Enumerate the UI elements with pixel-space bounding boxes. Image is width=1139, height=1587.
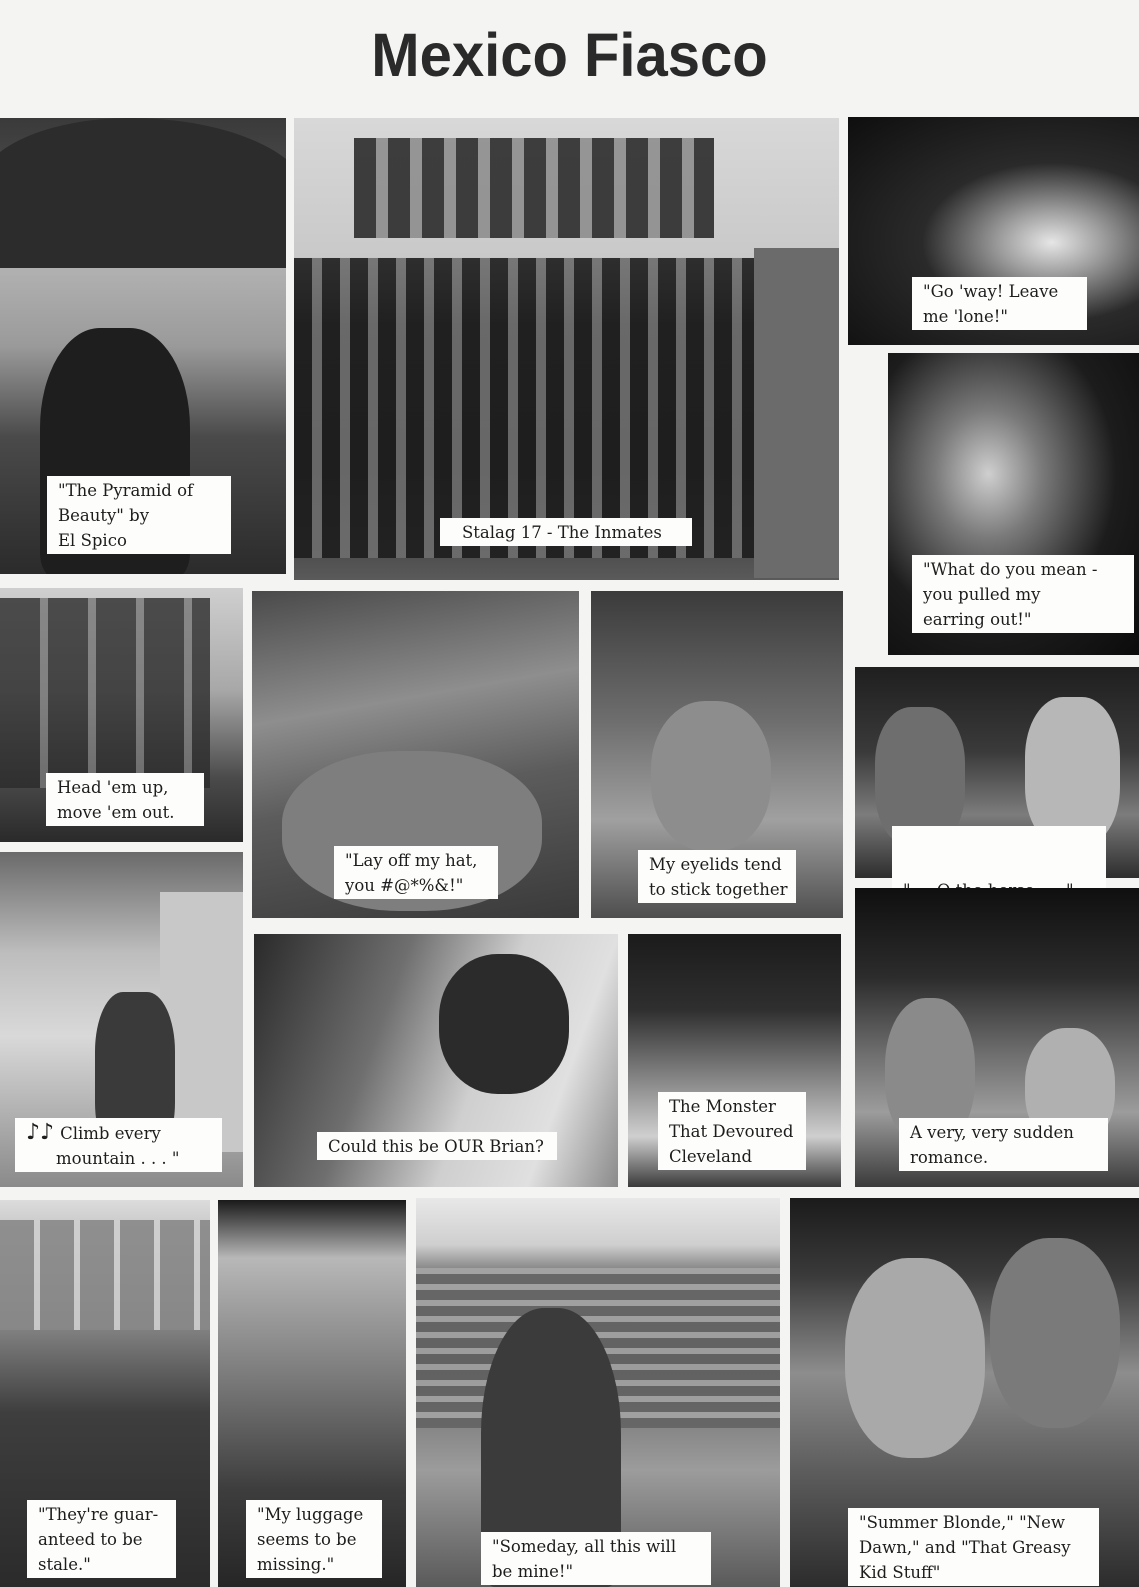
caption-summer-blonde: "Summer Blonde," "New Dawn," and "That Greasy Kid Stuff"	[848, 1508, 1099, 1586]
caption-stalag-17: Stalag 17 - The Inmates	[440, 518, 692, 546]
photo-stalag-17	[294, 118, 839, 580]
caption-the-monster: The Monster That Devoured Cleveland	[658, 1092, 806, 1170]
caption-someday: "Someday, all this will be mine!"	[481, 1532, 711, 1585]
caption-theyre-guaranteed: "They're guar- anteed to be stale."	[27, 1500, 176, 1578]
caption-my-luggage: "My luggage seems to be missing."	[246, 1500, 382, 1578]
page-title: Mexico Fiasco	[371, 21, 768, 90]
caption-sudden-romance: A very, very sudden romance.	[899, 1118, 1108, 1171]
caption-our-brian: Could this be OUR Brian?	[317, 1132, 557, 1160]
caption-climb-every-mountain: ♪♪ Climb every mountain . . . "	[15, 1118, 222, 1172]
caption-lay-off-my-hat: "Lay off my hat, you #@*%&!"	[334, 846, 498, 899]
caption-go-way: "Go 'way! Leave me 'lone!"	[912, 277, 1087, 330]
caption-head-em-up: Head 'em up, move 'em out.	[46, 773, 204, 826]
caption-pyramid-of-beauty: "The Pyramid of Beauty" by El Spico	[47, 476, 231, 554]
caption-eyelids: My eyelids tend to stick together	[638, 850, 796, 903]
caption-earring: "What do you mean - you pulled my earring out!"	[912, 555, 1134, 633]
photo-someday	[416, 1198, 780, 1587]
music-note-icon: ♪♪	[26, 1119, 55, 1145]
